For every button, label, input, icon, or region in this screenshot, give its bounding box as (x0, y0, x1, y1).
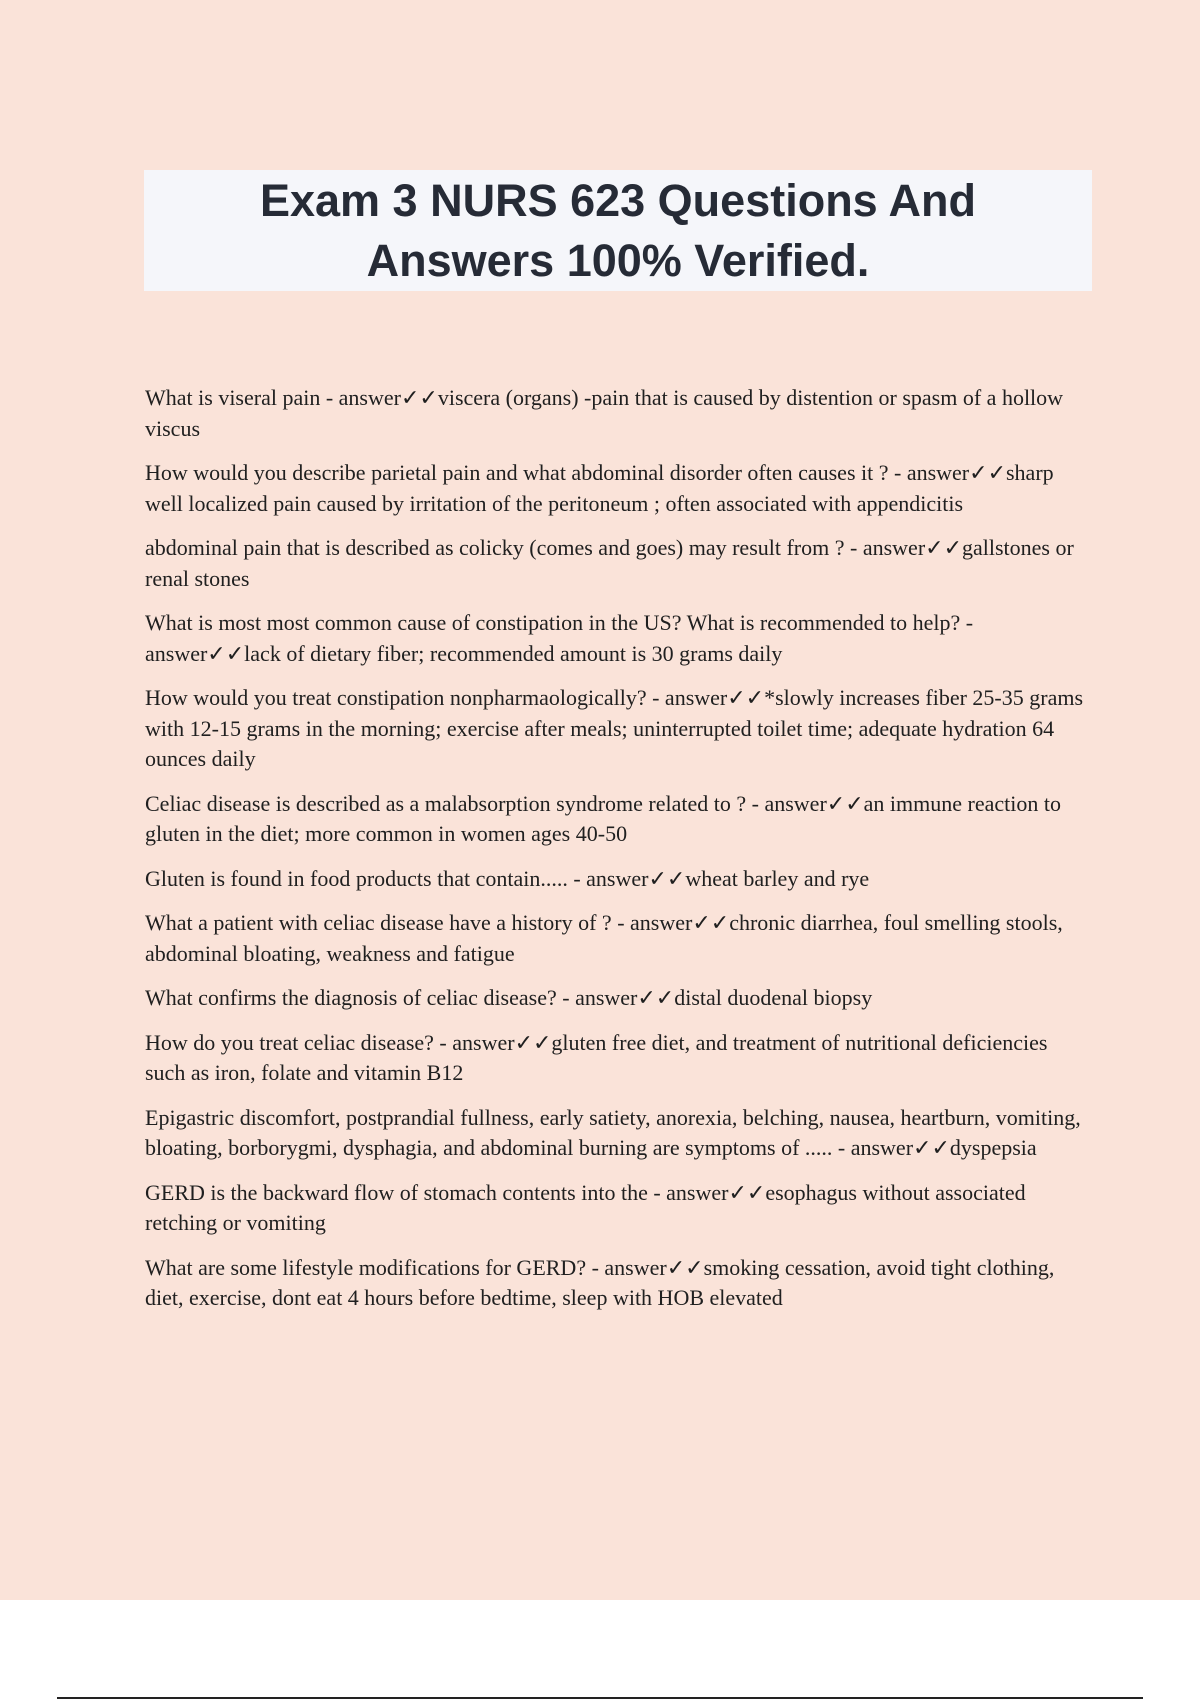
qa-item: What is most most common cause of constipation in the US? What is recommended to help? - answer✓✓lack of dietary fiber; recommended amount is 30 grams daily (145, 610, 974, 666)
qa-item: abdominal pain that is described as colicky (comes and goes) may result from ? - answer✓✓gallstones or renal stones (145, 535, 1074, 591)
qa-item: What are some lifestyle modifications for GERD? - answer✓✓smoking cessation, avoid tight clothing, diet, exercise, dont eat 4 hours before bedtime, sleep with HOB elevated (145, 1254, 1055, 1310)
title-banner (144, 170, 1092, 291)
qa-item: What is viseral pain - answer✓✓viscera (organs) -pain that is caused by distention or spasm of a hollow viscus (145, 385, 1064, 441)
qa-item: Epigastric discomfort, postprandial fullness, early satiety, anorexia, belching, nausea, heartburn, vomiting, bloating, borborygmi, dysphagia, and abdominal burning are symptoms of ..... - answer✓✓dyspepsia (145, 1104, 1081, 1160)
qa-item: What confirms the diagnosis of celiac disease? - answer✓✓distal duodenal biopsy (145, 985, 873, 1010)
qa-item: How do you treat celiac disease? - answer✓✓gluten free diet, and treatment of nutritional deficiencies such as iron, folate and vitamin B12 (145, 1029, 1048, 1085)
footer-divider (57, 1697, 1143, 1699)
qa-item: Celiac disease is described as a malabsorption syndrome related to ? - answer✓✓an immune reaction to gluten in the diet; more common in women ages 40-50 (145, 790, 1061, 846)
document-title: Exam 3 NURS 623 Questions And Answers 100% Verified. (259, 174, 977, 286)
qa-item: Gluten is found in food products that contain..... - answer✓✓wheat barley and rye (145, 865, 870, 891)
qa-item: How would you describe parietal pain and what abdominal disorder often causes it ? - answer✓✓sharp well localized pain caused by irritation of the peritoneum ; often associated with appendicitis (145, 460, 1054, 516)
qa-item: GERD is the backward flow of stomach contents into the - answer✓✓esophagus without associated retching or vomiting (145, 1179, 1026, 1235)
qa-list (145, 383, 1090, 1328)
qa-item: What a patient with celiac disease have a history of ? - answer✓✓chronic diarrhea, foul smelling stools, abdominal bloating, weakness and fatigue (145, 910, 1063, 966)
qa-item: How would you treat constipation nonpharmaologically? - answer✓✓*slowly increases fiber 25-35 grams with 12-15 grams in the morning; exercise after meals; uninterrupted toilet time; adequate hydration 64 ounces daily (145, 685, 1084, 771)
